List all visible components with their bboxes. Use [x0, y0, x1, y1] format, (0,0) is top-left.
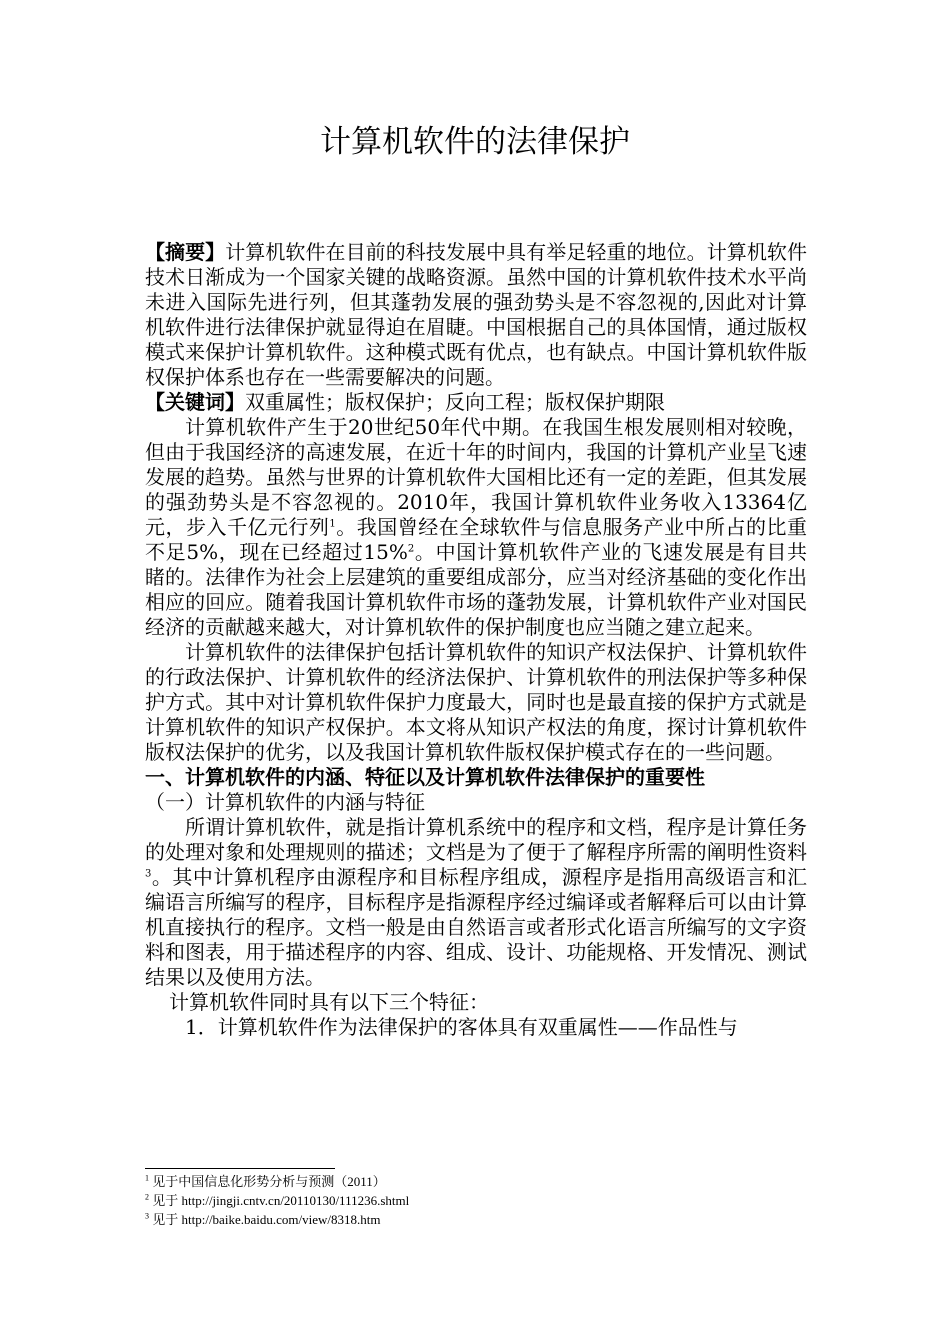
- body-paragraph-4: 计算机软件同时具有以下三个特征：: [169, 990, 489, 1014]
- footnote-3: [145, 1210, 807, 1229]
- footnote-text: 见于 http://baike.baidu.com/view/8318.htm: [152, 1212, 381, 1227]
- abstract-text: 计算机软件在目前的科技发展中具有举足轻重的地位。计算机软件技术日渐成为一个国家关键的战略资源。虽然中国的计算机软件技术水平尚未进入国际先进行列，但其蓬勃发展的强劲势头是不容忽视的,因此对计算机软件进行法律保护就显得迫在眉睫。中国根据自己的具体国情，通过版权模式来保护计算机软件。这种模式既有优点，也有缺点。中国计算机软件版权保护体系也存在一些需要解决的问题。: [145, 240, 807, 389]
- body-paragraph-2: 计算机软件的法律保护包括计算机软件的知识产权法保护、计算机软件的行政法保护、计算机软件的经济法保护、计算机软件的刑法保护等多种保护方式。其中对计算机软件保护力度最大，同时也是最直接的保护方式就是计算机软件的知识产权保护。本文将从知识产权法的角度，探讨计算机软件版权法保护的优劣，以及我国计算机软件版权保护模式存在的一些问题。: [145, 640, 807, 764]
- body-paragraph-3: [145, 815, 807, 990]
- footnote-ref-1[interactable]: 1: [329, 518, 336, 530]
- footnote-ref-2[interactable]: 2: [407, 543, 415, 555]
- footnote-text: 见于中国信息化形势分析与预测（2011）: [152, 1174, 386, 1189]
- footnote-number: 3: [145, 1211, 149, 1221]
- paragraph-text: 。我国曾经在全球软件与信息服务产业中所占的比重不足5%，现在已经超过15%: [145, 515, 808, 564]
- footnote-separator: [145, 1168, 335, 1169]
- footnotes: [145, 1172, 807, 1229]
- footnote-number: 2: [145, 1192, 149, 1202]
- document-title: 计算机软件的法律保护: [320, 124, 630, 160]
- list-item-1: 1．计算机软件作为法律保护的客体具有双重属性——作品性与: [185, 1015, 738, 1039]
- keywords-paragraph: [145, 390, 807, 415]
- document-body: [145, 240, 807, 1040]
- keywords-text: 双重属性；版权保护；反向工程；版权保护期限: [245, 390, 665, 414]
- footnote-1: [145, 1172, 807, 1191]
- footnote-number: 1: [145, 1173, 149, 1183]
- abstract-label: 【摘要】: [145, 240, 226, 264]
- footnote-2: [145, 1191, 807, 1210]
- section-heading-1: 一、计算机软件的内涵、特征以及计算机软件法律保护的重要性: [145, 765, 705, 789]
- paragraph-text: 计算机软件产生于20世纪50年代中期。在我国生根发展则相对较晚，但由于我国经济的高速发展，在近十年的时间内，我国的计算机产业呈飞速发展的趋势。虽然与世界的计算机软件大国相比还有一定的差距，但其发展的强劲势头是不容忽视的。2010年，我国计算机软件业务收入13364亿元，步入千亿元行列: [145, 415, 807, 539]
- subsection-heading-1: （一）计算机软件的内涵与特征: [145, 790, 425, 814]
- footnote-text: 见于 http://jingji.cntv.cn/20110130/111236.shtml: [152, 1193, 410, 1208]
- footnote-ref-3[interactable]: 3: [145, 868, 152, 880]
- body-paragraph-1: [145, 415, 807, 640]
- paragraph-text: 所谓计算机软件，就是指计算机系统中的程序和文档，程序是计算任务的处理对象和处理规则的描述；文档是为了便于了解程序所需的阐明性资料: [145, 815, 807, 864]
- keywords-label: 【关键词】: [145, 390, 245, 414]
- abstract-paragraph: [145, 240, 807, 390]
- paragraph-text: 。中国计算机软件产业的飞速发展是有目共睹的。法律作为社会上层建筑的重要组成部分，应当对经济基础的变化作出相应的回应。随着我国计算机软件市场的蓬勃发展，计算机软件产业对国民经济的贡献越来越大，对计算机软件的保护制度也应当随之建立起来。: [145, 540, 808, 639]
- paragraph-text: 。其中计算机程序由源程序和目标程序组成，源程序是指用高级语言和汇编语言所编写的程序，目标程序是指源程序经过编译或者解释后可以由计算机直接执行的程序。文档一般是由自然语言或者形式化语言所编写的文字资料和图表，用于描述程序的内容、组成、设计、功能规格、开发情况、测试结果以及使用方法。: [145, 865, 807, 989]
